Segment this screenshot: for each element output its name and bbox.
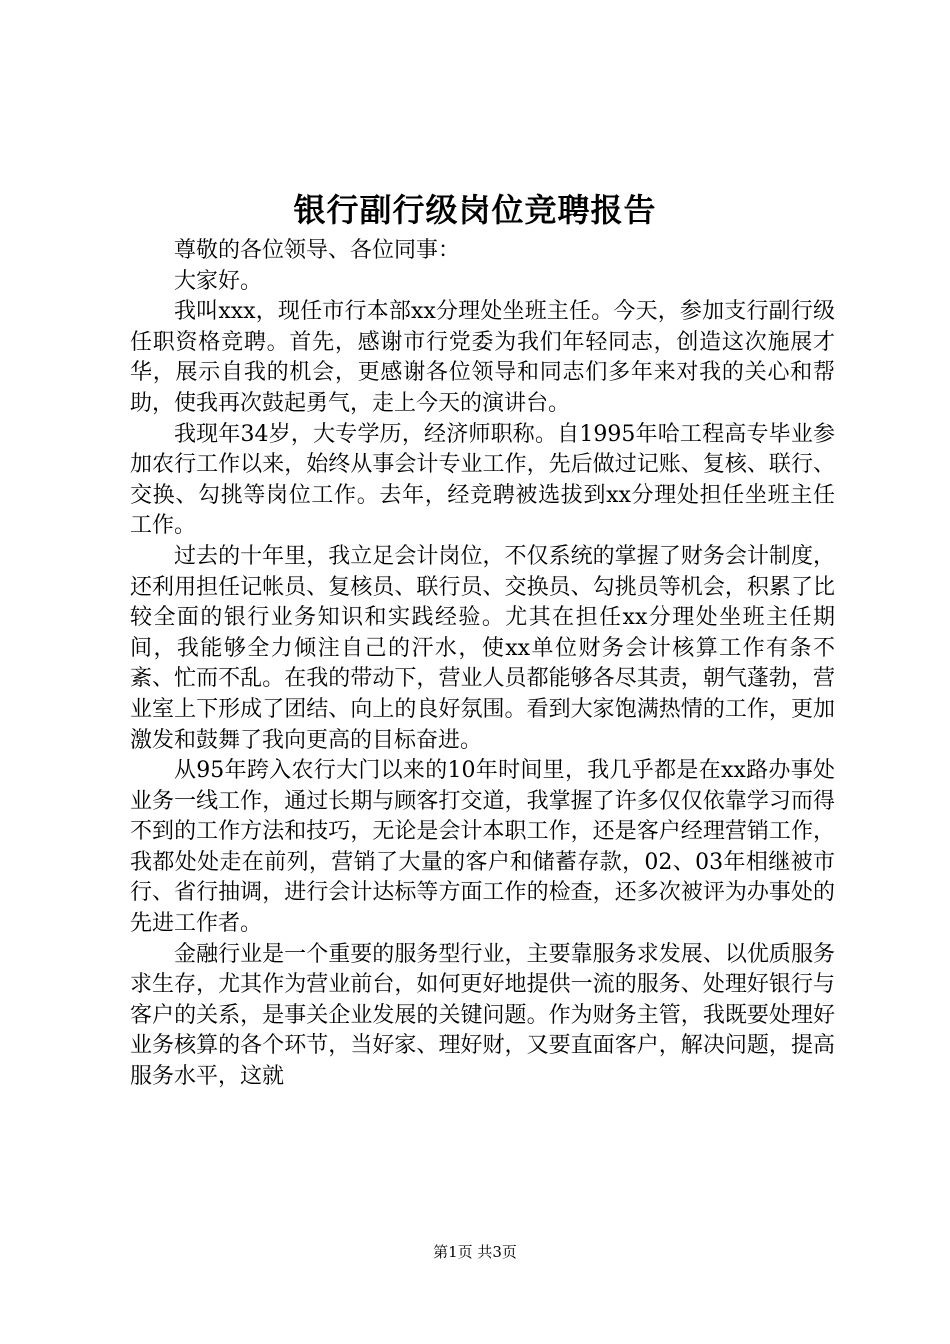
- page-number-footer: 第1页 共3页: [433, 1243, 517, 1261]
- body-paragraph: 我现年34岁，大专学历，经济师职称。自1995年哈工程高专毕业参加农行工作以来，始终从事会计专业工作，先后做过记账、复核、联行、交换、勾挑等岗位工作。去年，经竞聘被选拔到xx分理处担任坐班主任工作。: [130, 421, 835, 539]
- document-title: 银行副行级岗位竞聘报告: [293, 191, 657, 229]
- body-paragraph: 从95年跨入农行大门以来的10年时间里，我几乎都是在xx路办事处业务一线工作，通过长期与顾客打交道，我掌握了许多仅仅依靠学习而得不到的工作方法和技巧，无论是会计本职工作，还是客户经理营销工作，我都处处走在前列，营销了大量的客户和储蓄存款，02、03年相继被市行、省行抽调，进行会计达标等方面工作的检查，还多次被评为办事处的先进工作者。: [130, 758, 835, 937]
- body-paragraph: 过去的十年里，我立足会计岗位，不仅系统的掌握了财务会计制度，还利用担任记帐员、复核员、联行员、交换员、勾挑员等机会，积累了比较全面的银行业务知识和实践经验。尤其在担任xx分理处坐班主任期间，我能够全力倾注自己的汗水，使xx单位财务会计核算工作有条不紊、忙而不乱。在我的带动下，营业人员都能够各尽其责，朝气蓬勃，营业室上下形成了团结、向上的良好氛围。看到大家饱满热情的工作，更加激发和鼓舞了我向更高的目标奋进。: [130, 543, 835, 753]
- salutation-paragraph: 尊敬的各位领导、各位同事：: [174, 238, 461, 263]
- body-paragraph: 我叫xxx，现任市行本部xx分理处坐班主任。今天，参加支行副行级任职资格竞聘。首先，感谢市行党委为我们年轻同志，创造这次施展才华，展示自我的机会，更感谢各位领导和同志们多年来对我的关心和帮助，使我再次鼓起勇气，走上今天的演讲台。: [130, 299, 835, 416]
- body-paragraph: 金融行业是一个重要的服务型行业，主要靠服务求发展、以优质服务求生存，尤其作为营业前台，如何更好地提供一流的服务、处理好银行与客户的关系，是事关企业发展的关键问题。作为财务主管，我既要处理好业务核算的各个环节，当好家、理好财，又要直面客户，解决问题，提高服务水平，这就: [130, 941, 835, 1090]
- document-body: [130, 236, 835, 1093]
- greeting-paragraph: 大家好。: [174, 268, 263, 294]
